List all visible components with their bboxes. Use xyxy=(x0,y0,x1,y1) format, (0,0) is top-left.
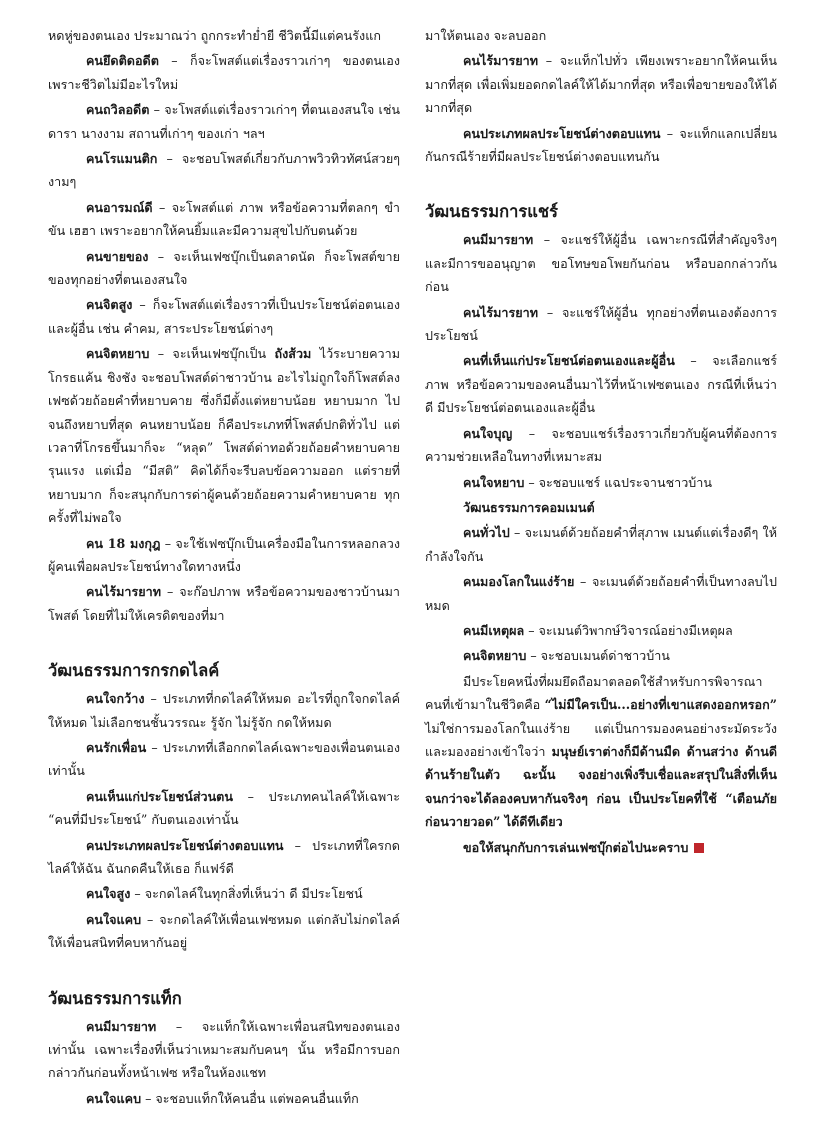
entry-text: – จะเมนต์ด้วยถ้อยคำที่เป็นทางลบไปหมด xyxy=(425,574,777,613)
entry-term: คนมีมารยาท xyxy=(463,232,534,248)
entry-text: – จะชอบเมนต์ด่าชาวบ้าน xyxy=(526,648,670,664)
entry-text: – จะชอบแท็กให้คนอื่น แต่พอคนอื่นแท็ก xyxy=(141,1090,359,1106)
entry-paragraph xyxy=(425,570,777,617)
entry-text: – จะโพสต์แต่ ภาพ หรือข้อความที่ตลกๆ ขำขัน เฮฮา เพราะอยากให้คนยิ้มและมีความสุขไปกับตนด้วย xyxy=(48,199,400,239)
entry-text: – จะโพสต์แต่เรื่องราวเก่าๆ ที่ตนเองสนใจ เช่น ดารา นางงาม สถานที่เก่าๆ ของเก่า ฯลฯ xyxy=(48,102,400,141)
entry-text: – จะแท็กให้เฉพาะเพื่อนสนิทของตนเองเท่านั้น เฉพาะเรื่องที่เห็นว่าเหมาะสมกับคนๆ นั้น หรือมีการบอกกล่าวกันก่อนทั้งหน้าเฟซ หรือในห้องแชท xyxy=(48,1018,400,1081)
section-subheading: วัฒนธรรมการคอมเมนต์ xyxy=(463,499,595,515)
entry-paragraph xyxy=(48,98,400,145)
section-gap xyxy=(48,957,400,973)
entry-text: – ประเภทที่เลือกกดไลค์เฉพาะของเพื่อนตนเองเท่านั้น xyxy=(48,739,400,779)
entry-paragraph xyxy=(48,147,400,194)
entry-paragraph xyxy=(425,228,777,298)
entry-paragraph xyxy=(425,471,777,494)
section-heading: วัฒนธรรมการแชร์ xyxy=(425,202,558,222)
continuation-paragraph xyxy=(425,24,777,47)
entry-text: – จะเลือกแชร์ภาพ หรือข้อความของคนอื่นมาไว้ที่หน้าเฟซตนเอง กรณีที่เห็นว่า ดี มีประโยชน์ต่อตนเองและผู้อื่น xyxy=(425,353,777,416)
entry-paragraph xyxy=(48,245,400,292)
entry-paragraph xyxy=(425,644,777,667)
entry-paragraph xyxy=(48,736,400,783)
paragraph-text: มาให้ตนเอง จะลบออก xyxy=(425,28,547,43)
entry-text: – ประเภทคนไลค์ให้เฉพาะ “คนที่มีประโยชน์” กับตนเองเท่านั้น xyxy=(48,788,400,828)
entry-term: คนใจแคบ xyxy=(86,911,142,927)
closing-text: มีประโยคหนึ่งที่ผมยึดถือมาตลอดใช้สำหรับการพิจารณาคนที่เข้ามาในชีวิตคือ xyxy=(425,673,763,713)
entry-text: ไว้ระบายความโกรธแค้น ชิงชัง จะชอบโพสต์ด่าชาวบ้าน อะไรไม่ถูกใจก็โพสต์ลงเฟซด้วยถ้อยคำที่หยาบคาย ซึ่งก็มีตั้งแต่หยาบน้อย หยาบมาก ไปจนถึงหยาบที่สุด คนหยาบน้อย ก็คือประเภทที่โพสต์ปกติทั่วไป แต่เวลาที่โกรธขึ้นมาก็จะ “หลุด” โพสต์ด่าทอด้วยถ้อยคำหยาบคายรุนแรง แต่เมื่อ “มีสติ” คิดได้ก็จะรีบลบข้อความออก แต่รายที่หยาบมาก ก็จะสนุกกับการด่าผู้คนด้วยถ้อยความคำหยาบคาย ทุกครั้งที่ไม่พอใจ xyxy=(48,346,400,526)
entry-paragraph xyxy=(425,422,777,469)
entry-text: – จะชอบแชร์เรื่องราวเกี่ยวกับผู้คนที่ต้องการความช่วยเหลือในทางที่เหมาะสม xyxy=(425,425,777,465)
entry-paragraph xyxy=(48,834,400,881)
entry-paragraph xyxy=(48,342,400,529)
entry-text: – จะใช้เฟซบุ๊กเป็นเครื่องมือในการหลอกลวงผู้คนเพื่อผลประโยชน์ทางใดทางหนึ่ง xyxy=(48,535,400,574)
entry-term: คนมีมารยาท xyxy=(86,1018,157,1034)
entry-term: คนที่เห็นแก่ประโยชน์ต่อตนเองและผู้อื่น xyxy=(463,353,675,369)
closing-paragraph xyxy=(425,670,777,834)
entry-term: คนรักเพื่อน xyxy=(86,739,147,755)
entry-term: คนจิตหยาบ xyxy=(463,648,527,664)
entry-term: คนถวิลอดีต xyxy=(86,102,150,118)
entry-paragraph xyxy=(48,293,400,340)
entry-text: – จะเห็นเฟซบุ๊กเป็นตลาดนัด ก็จะโพสต์ขายของทุกอย่างที่ตนเองสนใจ xyxy=(48,248,400,288)
entry-paragraph xyxy=(48,49,400,96)
entry-paragraph xyxy=(425,619,777,642)
entry-text: – จะเห็นเฟซบุ๊กเป็น xyxy=(149,346,275,362)
right-column xyxy=(425,24,777,861)
entry-text: – จะกดไลค์ให้เพื่อนเฟซหมด แต่กลับไม่กดไลค์ให้เพื่อนสนิทที่คบหากันอยู่ xyxy=(48,911,400,951)
entry-text: – ก็จะโพสต์แต่เรื่องราวที่เป็นประโยชน์ต่อตนเองและผู้อื่น เช่น คำคม, สาระประโยชน์ต่างๆ xyxy=(48,297,400,336)
entry-paragraph xyxy=(48,908,400,955)
entry-paragraph xyxy=(48,882,400,905)
entry-paragraph xyxy=(425,301,777,348)
continuation-paragraph xyxy=(48,24,400,47)
entry-term: คนทั่วไป xyxy=(463,525,510,541)
section-gap xyxy=(425,170,777,186)
entry-text: – จะกดไลค์ในทุกสิ่งที่เห็นว่า ดี มีประโยชน์ xyxy=(130,886,363,902)
entry-paragraph xyxy=(425,122,777,169)
entry-term: คนใจกว้าง xyxy=(86,691,145,707)
entry-paragraph xyxy=(48,532,400,579)
entry-paragraph xyxy=(48,580,400,627)
entry-term: คนมีเหตุผล xyxy=(463,622,525,638)
entry-paragraph xyxy=(425,521,777,568)
section-gap xyxy=(48,629,400,645)
entry-text: – จะเมนต์วิพากษ์วิจารณ์อย่างมีเหตุผล xyxy=(524,622,733,638)
paragraph-text: หดหู่ของตนเอง ประมาณว่า ถูกกระทำย่ำยี ชีวิตนี้มีแต่คนรังแก xyxy=(48,28,381,43)
entry-term: คน 18 มงกุฎ xyxy=(86,535,161,551)
entry-term: คนอารมณ์ดี xyxy=(86,199,153,215)
entry-term: คนยึดติดอดีต xyxy=(86,53,159,69)
signoff-paragraph xyxy=(425,836,777,859)
entry-term: คนจิตหยาบ xyxy=(86,346,150,362)
section-heading: วัฒนธรรมการแท็ก xyxy=(48,988,182,1008)
entry-term: คนโรแมนติก xyxy=(86,151,158,167)
section-heading: วัฒนธรรมการกรกดไลค์ xyxy=(48,661,220,681)
entry-paragraph xyxy=(48,785,400,832)
entry-text: – จะเมนต์ด้วยถ้อยคำที่สุภาพ เมนต์แต่เรื่องดีๆ ให้กำลังใจกัน xyxy=(425,525,777,564)
closing-emphasis: มนุษย์เราต่างก็มีด้านมืด ด้านสว่าง ด้านดี ด้านร้ายในตัว ฉะนั้น จงอย่างเพิ่งรีบเชื่อและสรุปในสิ่งที่เห็น จนกว่าจะได้ลองคบหากันจริงๆ ก่อน เป็นประโยคที่ใช้ “เตือนภัยก่อนวายวอด” ได้ดีทีเดียว xyxy=(425,743,777,830)
entry-paragraph xyxy=(48,1087,400,1110)
entry-term: คนไร้มารยาท xyxy=(463,304,539,320)
entry-paragraph xyxy=(48,196,400,243)
entry-term: คนประเภทผลประโยชน์ต่างตอบแทน xyxy=(463,125,661,141)
entry-text: – ก็จะโพสต์แต่เรื่องราวเก่าๆ ของตนเอง เพราะชีวิตไม่มีอะไรใหม่ xyxy=(48,53,400,92)
entry-term: คนไร้มารยาท xyxy=(86,584,162,600)
emphasis-text: ถังส้วม xyxy=(274,346,312,362)
entry-term: คนใจบุญ xyxy=(463,425,513,441)
left-column xyxy=(48,24,400,1112)
entry-term: คนไร้มารยาท xyxy=(463,53,539,69)
entry-text: – ประเภทที่ใครกดไลค์ให้ฉัน ฉันกดคืนให้เธอ ก็แฟร์ดี xyxy=(48,837,400,876)
entry-term: คนประเภทผลประโยชน์ต่างตอบแทน xyxy=(86,837,284,853)
entry-text: – ประเภทที่กดไลค์ให้หมด อะไรที่ถูกใจกดไลค์ให้หมด ไม่เลือกชนชั้นวรรณะ รู้จัก ไม่รู้จัก กดให้หมด xyxy=(48,691,400,730)
end-square-icon xyxy=(694,843,704,853)
entry-text: – จะแท็กไปทั่ว เพียงเพราะอยากให้คนเห็นมากที่สุด เพื่อเพิ่มยอดกดไลค์ให้ได้มากที่สุด หรือเพื่อขายของให้ได้มากที่สุด xyxy=(425,53,777,116)
entry-paragraph xyxy=(48,687,400,734)
entry-term: คนเห็นแก่ประโยชน์ส่วนตน xyxy=(86,788,233,804)
entry-term: คนใจสูง xyxy=(86,886,131,902)
closing-quote: “ไม่มีใครเป็น...อย่างที่เขาแสดงออกหรอก” xyxy=(544,697,777,713)
entry-term: คนจิตสูง xyxy=(86,297,133,313)
closing-text: ไม่ใช่การมองโลกในแง่ร้าย แต่เป็นการมองคนอย่างระมัดระวังและมองอย่างเข้าใจว่า xyxy=(425,720,777,759)
entry-term: คนขายของ xyxy=(86,248,149,264)
entry-text: – จะชอบแชร์ แฉประจานชาวบ้าน xyxy=(524,474,712,490)
entry-paragraph xyxy=(48,1015,400,1085)
entry-paragraph xyxy=(425,49,777,119)
entry-text: – จะแท็กแลกเปลี่ยนกันกรณีร้ายที่มีผลประโยชน์ต่างตอบแทนกัน xyxy=(425,125,777,165)
entry-term: คนใจหยาบ xyxy=(463,474,525,490)
entry-text: – จะแชร์ให้ผู้อื่น ทุกอย่างที่ตนเองต้องการประโยชน์ xyxy=(425,304,777,344)
entry-text: – จะชอบโพสต์เกี่ยวกับภาพวิวทิวทัศน์สวยๆ งามๆ xyxy=(48,151,400,190)
entry-term: คนใจแคบ xyxy=(86,1090,142,1106)
entry-term: คนมองโลกในแง่ร้าย xyxy=(463,574,575,590)
entry-paragraph xyxy=(425,349,777,419)
signoff-text: ขอให้สนุกกับการเล่นเฟซบุ๊กต่อไปนะคราบ xyxy=(463,839,689,855)
entry-text: – จะก๊อปภาพ หรือข้อความของชาวบ้านมาโพสต์ โดยที่ไม่ให้เครดิตของที่มา xyxy=(48,584,400,623)
entry-text: – จะแชร์ให้ผู้อื่น เฉพาะกรณีที่สำคัญจริงๆ และมีการขออนุญาต ขอโทษขอโพยกันก่อน หรือบอกกล่าวกันก่อน xyxy=(425,232,777,295)
